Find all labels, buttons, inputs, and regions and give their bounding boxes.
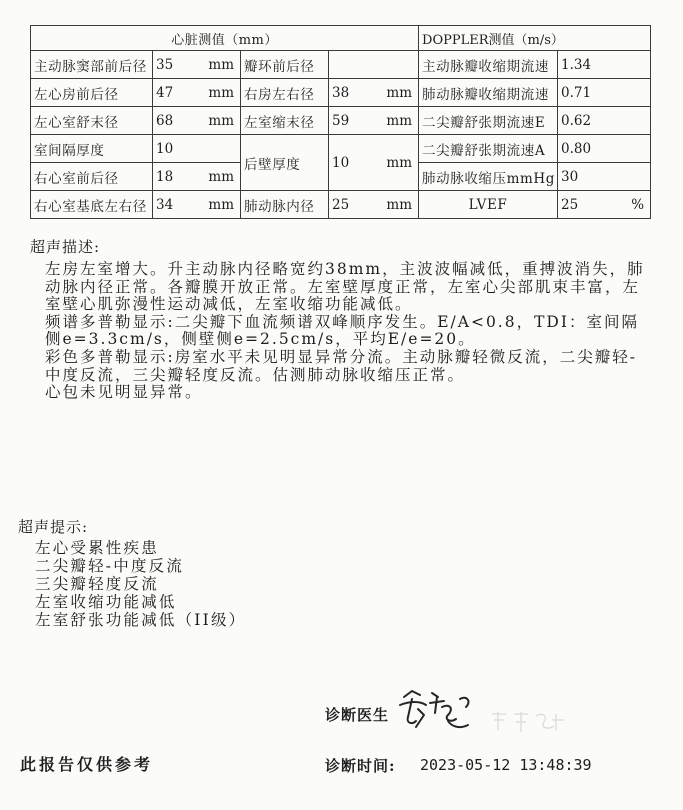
- cardiac-value: 18: [156, 168, 174, 185]
- doppler-value: 30: [561, 168, 579, 185]
- cardiac-value: 38: [332, 84, 350, 101]
- lvef-value-cell: [558, 191, 651, 219]
- description-line: 彩色多普勒显示:房室水平未见明显异常分流。主动脉瓣轻微反流，二尖瓣轻-: [45, 347, 637, 366]
- cardiac-value: 47: [156, 84, 174, 101]
- cardiac-value-cell: [329, 79, 419, 107]
- doppler-value: 0.62: [561, 112, 592, 129]
- unit-label: mm: [208, 84, 234, 101]
- cardiac-value: 10: [156, 140, 174, 157]
- doppler-value: 0.80: [561, 140, 592, 157]
- conclusion-item: 二尖瓣轻-中度反流: [35, 557, 185, 575]
- cardiac-value-cell: [329, 107, 419, 135]
- cardiac-label: 瓣环前后径: [241, 51, 329, 79]
- faint-stamp-icon: [488, 706, 568, 736]
- conclusion-item: 左室舒张功能减低（II级）: [35, 611, 247, 629]
- description-line: 侧e=3.3cm/s，侧壁侧e=2.5cm/s，平均E/e=20。: [45, 330, 476, 349]
- conclusion-heading: 超声提示:: [18, 518, 89, 536]
- cardiac-label: 肺动脉内径: [241, 191, 329, 219]
- cardiac-value-cell: [153, 191, 241, 219]
- unit-label: mm: [208, 168, 234, 185]
- diagnosis-time-label: 诊断时间:: [325, 757, 396, 775]
- unit-label: mm: [208, 196, 234, 213]
- cardiac-value-cell: [153, 51, 241, 79]
- unit-label: mm: [386, 196, 413, 213]
- doppler-value-cell: [558, 79, 651, 107]
- cardiac-value-cell: [153, 79, 241, 107]
- cardiac-value: 10: [332, 154, 350, 171]
- cardiac-value-cell: [153, 135, 241, 163]
- cardiac-value: 35: [156, 56, 174, 73]
- description-line: 频谱多普勒显示:二尖瓣下血流频谱双峰顺序发生。E/A<0.8，TDI：室间隔: [45, 312, 639, 331]
- percent-unit: %: [631, 196, 645, 213]
- cardiac-value: 68: [156, 112, 174, 129]
- doppler-value-cell: [558, 135, 651, 163]
- cardiac-label: 左室缩末径: [241, 107, 329, 135]
- conclusion-item: 左心受累性疾患: [35, 539, 159, 557]
- lvef-value: 25: [561, 196, 579, 213]
- unit-label: mm: [208, 112, 234, 129]
- doppler-value-cell: [558, 107, 651, 135]
- cardiac-value: 34: [156, 196, 174, 213]
- handwritten-signature-icon: [390, 683, 485, 735]
- unit-label: mm: [386, 154, 413, 171]
- cardiac-value-cell: [153, 107, 241, 135]
- cardiac-value-cell: [153, 163, 241, 191]
- description-heading: 超声描述:: [30, 238, 101, 256]
- diagnosis-time-value: 2023-05-12 13:48:39: [420, 756, 592, 774]
- unit-label: mm: [208, 56, 234, 73]
- cardiac-label: 左心室舒末径: [31, 107, 153, 135]
- unit-label: mm: [386, 84, 413, 101]
- cardiac-value-cell: [329, 135, 419, 191]
- doppler-label: 二尖瓣舒张期流速A: [419, 135, 558, 163]
- cardiac-value: 25: [332, 196, 350, 213]
- conclusion-item: 左室收缩功能减低: [35, 593, 177, 611]
- cardiac-value: 59: [332, 112, 350, 129]
- description-line: 中度反流，三尖瓣轻度反流。估测肺动脉收缩压正常。: [45, 365, 466, 384]
- conclusion-list: [35, 539, 246, 629]
- doppler-value-cell: [558, 163, 651, 191]
- doppler-value: 0.71: [561, 84, 592, 101]
- table-row: [31, 135, 651, 163]
- table-row: [31, 79, 651, 107]
- cardiac-label: 右心室基底左右径: [31, 191, 153, 219]
- doppler-label: 二尖瓣舒张期流速E: [419, 107, 558, 135]
- cardiac-label: 主动脉窦部前后径: [31, 51, 153, 79]
- cardiac-label: 右房左右径: [241, 79, 329, 107]
- table-header-row: [31, 26, 651, 51]
- description-line: 室壁心肌弥漫性运动减低，左室收缩功能减低。: [45, 295, 413, 314]
- description-line: 动脉内径正常。各瓣膜开放正常。左室壁厚度正常，左室心尖部肌束丰富，左: [45, 277, 641, 296]
- table-row: [31, 191, 651, 219]
- cardiac-label: 左心房前后径: [31, 79, 153, 107]
- lvef-label: LVEF: [419, 191, 558, 219]
- cardiac-label: 后壁厚度: [241, 135, 329, 191]
- cardiac-value-cell: [329, 191, 419, 219]
- doppler-label: 肺动脉瓣收缩期流速: [419, 79, 558, 107]
- doppler-label: 主动脉瓣收缩期流速: [419, 51, 558, 79]
- doppler-header: DOPPLER测值（m/s）: [419, 26, 651, 51]
- doppler-label: 肺动脉收缩压mmHg: [419, 163, 558, 191]
- measurement-table: [30, 25, 651, 219]
- cardiac-value-cell-empty: [329, 51, 419, 79]
- table-row: [31, 51, 651, 79]
- doppler-value: 1.34: [561, 56, 592, 73]
- unit-label: mm: [386, 112, 413, 129]
- description-line: 左房左室增大。升主动脉内径略宽约38mm，主波波幅减低，重搏波消失，肺: [45, 260, 645, 278]
- description-text: [45, 261, 645, 402]
- table-row: [31, 107, 651, 135]
- cardiac-label: 右心室前后径: [31, 163, 153, 191]
- description-line: 心包未见明显异常。: [45, 383, 203, 402]
- conclusion-item: 三尖瓣轻度反流: [35, 575, 159, 593]
- cardiac-label: 室间隔厚度: [31, 135, 153, 163]
- cardiac-header: 心脏测值（mm）: [31, 26, 419, 51]
- disclaimer-text: 此报告仅供参考: [20, 755, 154, 774]
- doctor-label: 诊断医生: [325, 706, 390, 724]
- doppler-value-cell: [558, 51, 651, 79]
